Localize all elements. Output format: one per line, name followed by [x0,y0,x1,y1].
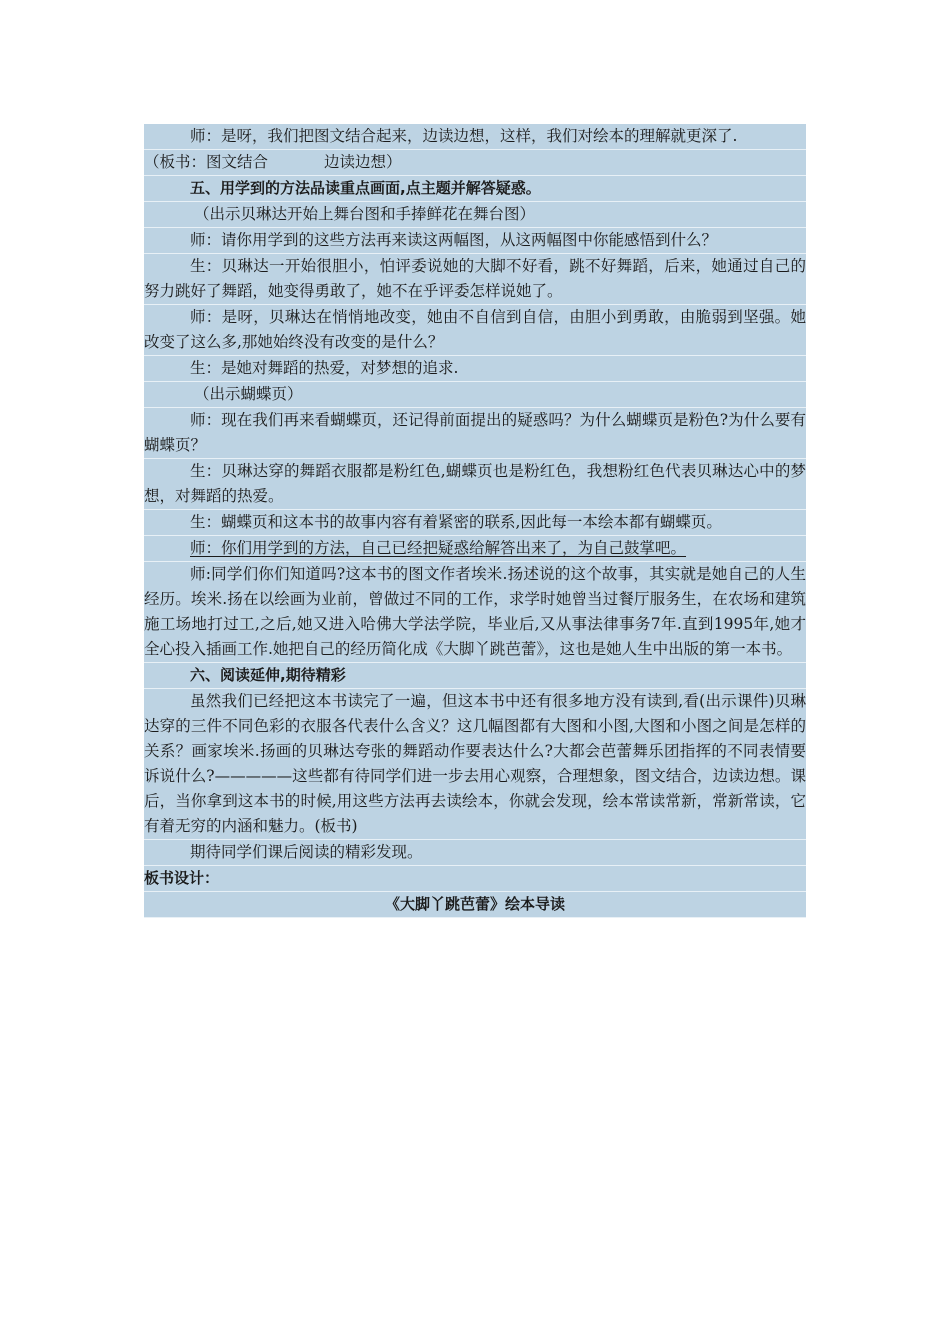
section-heading-6: 六、阅读延伸,期待精彩 [144,663,806,689]
paragraph-student-answer-1: 生：贝琳达一开始很胆小，怕评委说她的大脚不好看，跳不好舞蹈，后来，她通过自己的努力跳好了舞蹈，她变得勇敢了，她不在乎评委怎样说她了。 [144,254,806,305]
board-design-heading: 板书设计： [144,866,806,892]
paragraph-teacher-summary: 师：是呀，我们把图文结合起来，边读边想，这样，我们对绘本的理解就更深了. [144,124,806,150]
paragraph-show-butterfly-page: （出示蝴蝶页） [144,382,806,408]
paragraph-student-answer-2: 生：是她对舞蹈的热爱，对梦想的追求. [144,356,806,382]
section-heading-5: 五、用学到的方法品读重点画面,点主题并解答疑惑。 [144,176,806,202]
paragraph-teacher-change: 师：是呀，贝琳达在悄悄地改变，她由不自信到自信，由胆小到勇敢，由脆弱到坚强。她改变了这么多,那她始终没有改变的是什么？ [144,305,806,356]
paragraph-show-stage-images: （出示贝琳达开始上舞台图和手捧鲜花在舞台图） [144,202,806,228]
paragraph-teacher-question: 师：请你用学到的这些方法再来读这两幅图，从这两幅图中你能感悟到什么？ [144,228,806,254]
paragraph-board-note [144,150,806,176]
document-body [144,124,806,918]
board-note-part-2: 边读边想） [324,153,402,171]
paragraph-student-pink: 生：贝琳达穿的舞蹈衣服都是粉红色,蝴蝶页也是粉红色，我想粉红色代表贝琳达心中的梦想，对舞蹈的热爱。 [144,459,806,510]
board-note-part-1: （板书：图文结合 [144,153,269,171]
paragraph-teacher-butterfly: 师：现在我们再来看蝴蝶页，还记得前面提出的疑惑吗？为什么蝴蝶页是粉色?为什么要有蝴蝶页？ [144,408,806,459]
paragraph-expectation: 期待同学们课后阅读的精彩发现。 [144,840,806,866]
paragraph-extension: 虽然我们已经把这本书读完了一遍，但这本书中还有很多地方没有读到,看(出示课件)贝琳达穿的三件不同色彩的衣服各代表什么含义？这几幅图都有大图和小图,大图和小图之间是怎样的关系？画家埃米.扬画的贝琳达夸张的舞蹈动作要表达什么?大都会芭蕾舞乐团指挥的不同表情要诉说什么?—————这些都有待同学们进一步去用心观察，合理想象，图文结合，边读边想。课后，当你拿到这本书的时候,用这些方法再去读绘本，你就会发现，绘本常读常新，常新常读，它有着无穷的内涵和魅力。(板书) [144,689,806,840]
paragraph-teacher-applause [144,536,806,562]
paragraph-student-connection: 生：蝴蝶页和这本书的故事内容有着紧密的联系,因此每一本绘本都有蝴蝶页。 [144,510,806,536]
board-design-title: 《大脚丫跳芭蕾》绘本导读 [144,892,806,918]
paragraph-author-story: 师:同学们你们知道吗?这本书的图文作者埃米.扬述说的这个故事，其实就是她自己的人生经历。埃米.扬在以绘画为业前，曾做过不同的工作，求学时她曾当过餐厅服务生，在农场和建筑施工场地打过工,之后,她又进入哈佛大学法学院，毕业后,又从事法律事务7年.直到1995年,她才全心投入插画工作.她把自己的经历简化成《大脚丫跳芭蕾》，这也是她人生中出版的第一本书。 [144,562,806,663]
underlined-text: 师：你们用学到的方法，自己已经把疑惑给解答出来了，为自己鼓掌吧。 [190,539,687,557]
